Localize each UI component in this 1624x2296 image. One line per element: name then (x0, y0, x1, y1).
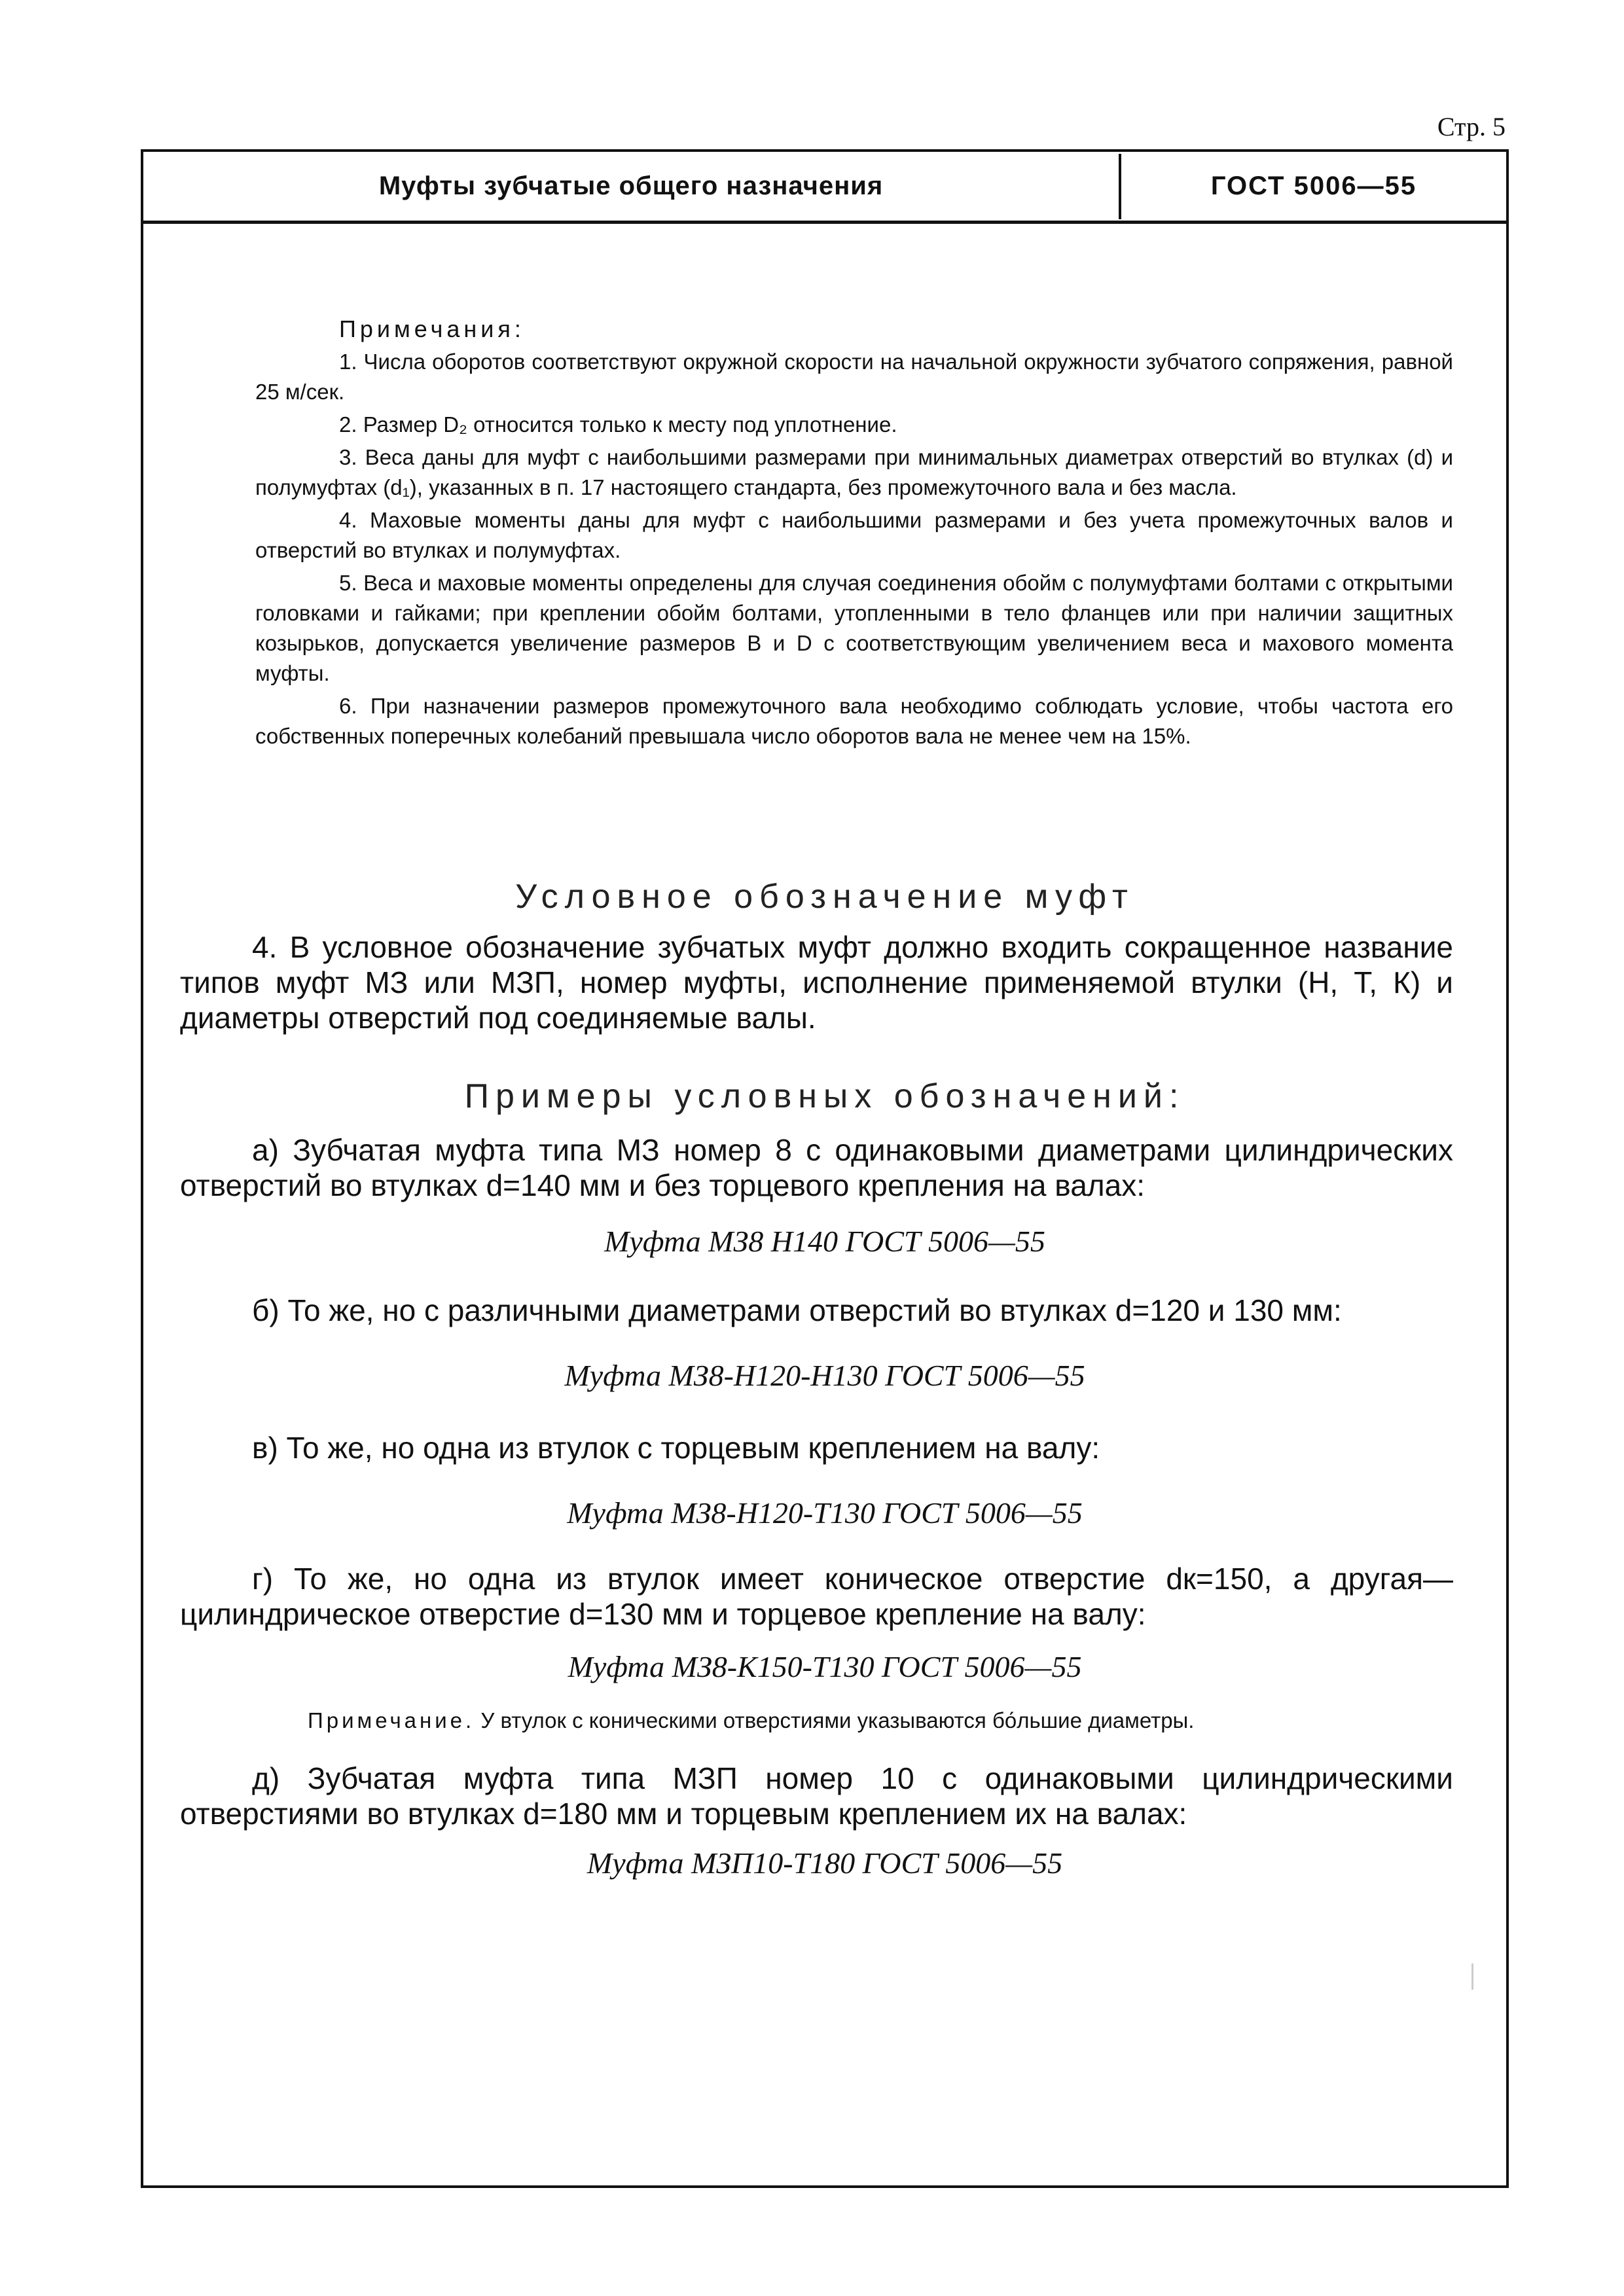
note-item: 2. Размер D₂ относится только к месту под уплотнение. (339, 412, 897, 437)
note-item: 3. Веса даны для муфт с наибольшими размерами при минимальных диаметрах отверстий во втулках (d) и полумуфтах (d₁), указанных в п. 17 настоящего стандарта, без промежуточного вала и без масла. (255, 445, 1453, 499)
example-d-formula: Муфта МЗ8-К150-Т130 ГОСТ 5006—55 (568, 1650, 1082, 1683)
header-title: Муфты зубчатые общего назначения (378, 171, 884, 200)
example-e-formula: Муфта МЗП10-Т180 ГОСТ 5006—55 (586, 1846, 1063, 1880)
example-note-text: У втулок с коническими отверстиями указываются бо́льшие диаметры. (480, 1708, 1195, 1732)
designation-paragraph: 4. В условное обозначение зубчатых муфт должно входить сокращенное название типов муфт МЗ или МЗП, номер муфты, исполнение применяемой втулки (Н, Т, К) и диаметры отверстий под соединяемые валы. (180, 930, 1453, 1035)
example-b-text: б) То же, но с различными диаметрами отверстий во втулках d=120 и 130 мм: (252, 1293, 1342, 1327)
example-a-text: а) Зубчатая муфта типа МЗ номер 8 с одинаковыми диаметрами цилиндрических отверстий во втулках d=140 мм и без торцевого крепления на валах: (180, 1133, 1453, 1202)
note-item: 6. При назначении размеров промежуточного вала необходимо соблюдать условие, чтобы частота его собственных поперечных колебаний превышала число оборотов вала не менее чем на 15%. (255, 694, 1453, 748)
example-c-text: в) То же, но одна из втулок с торцевым креплением на валу: (252, 1431, 1100, 1465)
notes-block (255, 314, 1453, 754)
header (143, 152, 1506, 224)
example-note-label: Примечание. (308, 1708, 475, 1732)
note-item: 4. Маховые моменты даны для муфт с наибольшими размерами и без учета промежуточных валов и отверстий во втулках и полумуфтах. (255, 508, 1453, 562)
example-note (308, 1708, 1420, 1733)
standard-code: ГОСТ 5006—55 (1210, 171, 1417, 200)
example-c-formula: Муфта МЗ8-Н120-Т130 ГОСТ 5006—55 (567, 1496, 1083, 1530)
example-a-formula: Муфта МЗ8 Н140 ГОСТ 5006—55 (604, 1225, 1045, 1258)
note-item: 5. Веса и маховые моменты определены для случая соединения обойм с полумуфтами болтами с открытыми головками и гайками; при креплении обойм болтами, утопленными в тело фланцев или при наличии защитных козырьков, допускается увеличение размеров В и D с соответствующим увеличением веса и махового момента муфты. (255, 571, 1453, 685)
examples-title: Примеры условных обозначений: (464, 1077, 1185, 1115)
page-number: Стр. 5 (1437, 112, 1506, 141)
scan-mark (1471, 1964, 1473, 1990)
designation-title: Условное обозначение муфт (515, 878, 1134, 916)
note-item: 1. Числа оборотов соответствуют окружной скорости на начальной окружности зубчатого сопряжения, равной 25 м/сек. (255, 350, 1453, 404)
example-d-text: г) То же, но одна из втулок имеет коническое отверстие dк=150, а другая—цилиндрическое отверстие d=130 мм и торцевое крепление на валу: (180, 1562, 1453, 1631)
notes-title: Примечания: (339, 315, 525, 342)
example-b-formula: Муфта МЗ8-Н120-Н130 ГОСТ 5006—55 (564, 1359, 1085, 1392)
example-e-text: д) Зубчатая муфта типа МЗП номер 10 с одинаковыми цилиндрическими отверстиями во втулках d=180 мм и торцевым креплением их на валах: (180, 1761, 1453, 1831)
